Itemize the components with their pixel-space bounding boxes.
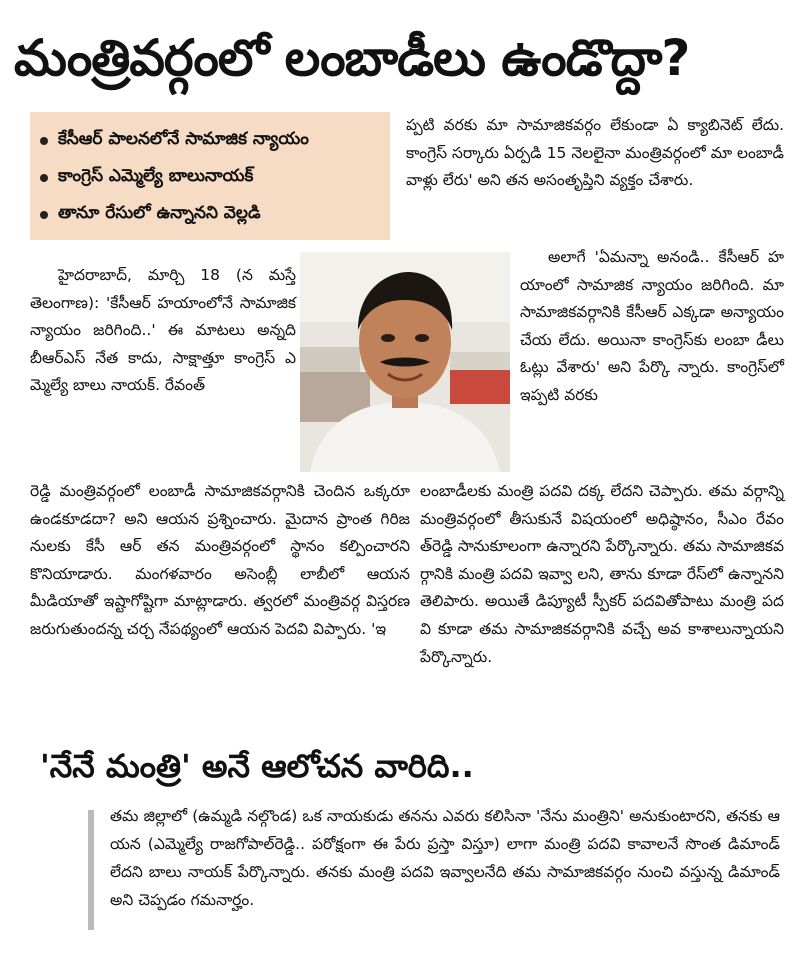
article-column-left-top <box>30 262 296 400</box>
paragraph: హైదరాబాద్, మార్చి 18 (న మస్తే తెలంగాణ): 'కేసీఆర్ హయాంలోనే సామాజిక న్యాయం జరిగింది..' ఈ మాటలు అన్నది బీఆర్‌ఎస్ నేత కాదు, సాక్షాత్తూ కాంగ్రెస్ ఎమ్మెల్యే బాలు నాయక్. రేవంత్ <box>30 266 296 395</box>
highlight-item <box>40 196 384 233</box>
bullet-icon <box>40 211 48 219</box>
highlight-item <box>40 122 384 159</box>
paragraph: రెడ్డి మంత్రివర్గంలో లంబాడీ సామాజికవర్గానికి చెందిన ఒక్కరూ ఉండకూడదా? అని ఆయన ప్రశ్నించారు. మైదాన ప్రాంత గిరిజనులకు కేసీ ఆర్ తన మంత్రివర్గంలో స్థానం కల్పించారని కొనియాడారు. మంగళవారం అసెంబ్లీ లాబీలో ఆయన మీడియాతో ఇష్టాగోష్టిగా మాట్లాడారు. త్వరలో మంత్రివర్గ విస్తరణ జరుగుతుందన్న చర్చ నేపథ్యంలో ఆయన పెదవి విప్పారు. 'ఇ <box>30 482 410 638</box>
quote-box <box>88 796 784 951</box>
paragraph: తమ జిల్లాలో (ఉమ్మడి నల్గొండ) ఒక నాయకుడు తనను ఎవరు కలిసినా 'నేను మంత్రిని' అనుకుంటారని, తనకు ఆయన (ఎమ్మెల్యే రాజగోపాల్‌రెడ్డి.. పరోక్షంగా ఈ పేరు ప్రస్తా విస్తూ) లాగా మంత్రి పదవి కావాలనే సొంత డిమాండ్ లేదని బాలు నాయక్ పేర్కొన్నారు. తనకు మంత్రి పదవి ఇవ్వాలనేది తమ సామాజికవర్గం నుంచి వస్తున్న డిమాండ్ అని చెప్పడం గమనార్హం. <box>110 807 780 909</box>
highlight-item <box>40 159 384 196</box>
article-column-left-bottom <box>30 478 410 644</box>
portrait-photo <box>300 252 510 472</box>
article-column-right-bottom <box>420 478 784 671</box>
highlights-box <box>30 112 390 240</box>
article-column-right-mid <box>520 244 784 410</box>
article-headline: మంత్రివర్గంలో లంబాడీలు ఉండొద్దా? <box>14 29 690 87</box>
highlight-text: కేసీఆర్ పాలనలోనే సామాజిక న్యాయం <box>58 128 309 149</box>
article-column-right-top <box>406 112 784 195</box>
highlight-text: కాంగ్రెస్ ఎమ్మెల్యే బాలునాయక్ <box>58 165 254 186</box>
portrait-illustration <box>300 252 510 472</box>
highlight-text: తానూ రేసులో ఉన్నానని వెల్లడి <box>58 202 261 223</box>
paragraph: ప్పటి వరకు మా సామాజికవర్గం లేకుండా ఏ క్యాబినెట్ లేదు. కాంగ్రెస్ సర్కారు ఏర్పడి 15 నెలలైనా మంత్రివర్గంలో మా లంబాడీ వాళ్లు లేరు' అని తన అసంతృప్తిని వ్యక్తం చేశారు. <box>406 116 784 190</box>
bullet-icon <box>40 174 48 182</box>
bullet-icon <box>40 137 48 145</box>
section-subheading: 'నేనే మంత్రి' అనే ఆలోచన వారిది.. <box>40 747 474 785</box>
paragraph: అలాగే 'ఏమన్నా అనండి.. కేసీఆర్ హయాంలో సామాజిక న్యాయం జరిగింది. మా సామాజికవర్గానికి కేసీఆర్ ఎక్కడా అన్యాయం చేయ లేదు. అయినా కాంగ్రెస్‌కు లంబా డీలు ఓట్లు వేశారు' అని పేర్కొ న్నారు. కాంగ్రెస్‌లో ఇప్పటి వరకు <box>520 248 784 404</box>
paragraph: లంబాడీలకు మంత్రి పదవి దక్క లేదని చెప్పారు. తమ వర్గాన్ని మంత్రివర్గంలో తీసుకునే విషయంలో అధిష్ఠానం, సీఎం రేవం త్‌రెడ్డి సానుకూలంగా ఉన్నారని పేర్కొన్నారు. తమ సామాజికవర్గానికి మంత్రి పదవి ఇవ్వా లని, తాను కూడా రేస్‌లో ఉన్నానని తెలిపారు. అయితే డిప్యూటీ స్పీకర్ పదవితోపాటు మంత్రి పదవి కూడా తమ సామాజికవర్గానికి వచ్చే అవ కాశాలున్నాయని పేర్కొన్నారు. <box>420 482 784 666</box>
